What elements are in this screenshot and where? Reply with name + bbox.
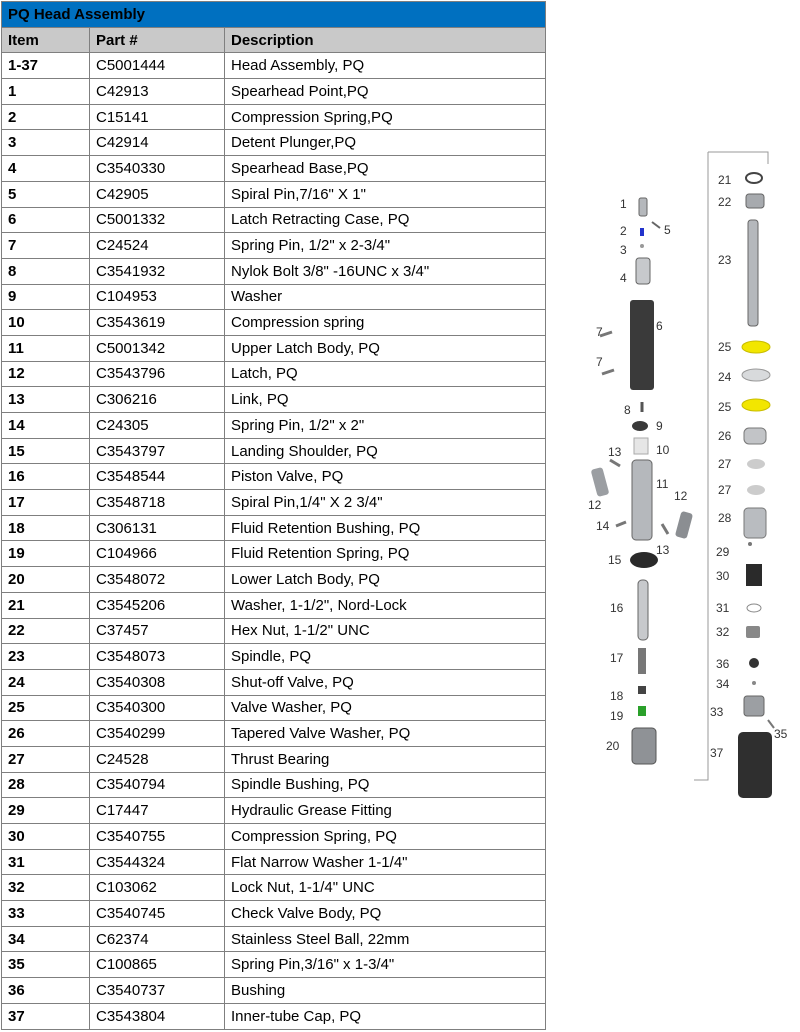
column-header-part: Part # [90,27,225,53]
diagram-callout-label: 20 [606,739,620,753]
diagram-callout-label: 5 [664,223,671,237]
description-cell: Check Valve Body, PQ [225,901,546,927]
spiral-pin-part [652,222,660,228]
diagram-callout-label: 26 [718,429,732,443]
diagram-callout-label: 29 [716,545,730,559]
part-number-cell: C3540745 [90,901,225,927]
lower-latch-body-part [632,728,656,764]
item-cell: 29 [2,798,90,824]
description-cell: Spring Pin, 1/2" x 2" [225,413,546,439]
compression-spring-coil-part [746,564,762,586]
diagram-callout-label: 6 [656,319,663,333]
table-row [2,515,546,541]
part-number-cell: C3543796 [90,361,225,387]
part-number-cell: C100865 [90,952,225,978]
lock-nut-part [746,626,760,638]
item-cell: 23 [2,644,90,670]
landing-shoulder-part [630,552,658,568]
table-row [2,361,546,387]
part-number-cell: C62374 [90,926,225,952]
diagram-callout-label: 15 [608,553,622,567]
part-number-cell: C3540299 [90,721,225,747]
description-cell: Shut-off Valve, PQ [225,669,546,695]
item-cell: 2 [2,104,90,130]
stainless-steel-ball-part [752,681,756,685]
spiral-pin-long-part [638,648,646,674]
table-row [2,695,546,721]
item-cell: 5 [2,181,90,207]
table-row [2,233,546,259]
part-number-cell: C3540755 [90,824,225,850]
part-number-cell: C37457 [90,618,225,644]
diagram-callout-label: 10 [656,443,670,457]
parts-table [1,1,546,1030]
item-cell: 1 [2,79,90,105]
table-row [2,772,546,798]
description-cell: Hydraulic Grease Fitting [225,798,546,824]
table-row [2,156,546,182]
item-cell: 26 [2,721,90,747]
tapered-valve-washer-part [744,428,766,444]
spring-pin-lower-part [602,370,614,374]
description-cell: Stainless Steel Ball, 22mm [225,926,546,952]
item-cell: 34 [2,926,90,952]
table-row [2,746,546,772]
column-header-item: Item [2,27,90,53]
valve-washer-lower-part [742,399,770,411]
diagram-callout-label: 25 [718,340,732,354]
diagram-callout-label: 16 [610,601,624,615]
part-number-cell: C5001444 [90,53,225,79]
hydraulic-grease-fitting-part [748,542,752,546]
part-number-cell: C3543804 [90,1003,225,1029]
part-number-cell: C24528 [90,746,225,772]
diagram-callout-label: 7 [596,355,603,369]
flat-narrow-washer-part [747,604,761,612]
description-cell: Spring Pin, 1/2" x 2-3/4" [225,233,546,259]
item-cell: 13 [2,387,90,413]
item-cell: 35 [2,952,90,978]
item-cell: 8 [2,258,90,284]
item-cell: 19 [2,541,90,567]
part-number-cell: C42905 [90,181,225,207]
table-row [2,104,546,130]
part-number-cell: C15141 [90,104,225,130]
detent-plunger-part [640,244,644,248]
diagram-callout-label: 25 [718,400,732,414]
item-cell: 6 [2,207,90,233]
part-number-cell: C17447 [90,798,225,824]
table-row [2,438,546,464]
diagram-callout-label: 32 [716,625,730,639]
latch-retracting-case-part [630,300,654,390]
description-cell: Lock Nut, 1-1/4" UNC [225,875,546,901]
table-row [2,79,546,105]
nord-lock-washer-part [746,173,762,183]
table-row [2,798,546,824]
piston-valve-part [638,580,648,640]
part-number-cell: C3540737 [90,978,225,1004]
thrust-bearing-lower-part [747,485,765,495]
description-cell: Washer, 1-1/2", Nord-Lock [225,592,546,618]
item-cell: 20 [2,567,90,593]
diagram-callout-label: 31 [716,601,730,615]
table-header-row [2,27,546,53]
item-cell: 7 [2,233,90,259]
description-cell: Detent Plunger,PQ [225,130,546,156]
part-number-cell: C3548718 [90,490,225,516]
table-row [2,130,546,156]
item-cell: 1-37 [2,53,90,79]
table-row [2,875,546,901]
spring-pin-short-part [616,522,626,526]
item-cell: 32 [2,875,90,901]
table-row [2,592,546,618]
item-cell: 25 [2,695,90,721]
description-cell: Thrust Bearing [225,746,546,772]
diagram-callout-label: 8 [624,403,631,417]
description-cell: Head Assembly, PQ [225,53,546,79]
diagram-callout-label: 12 [588,498,602,512]
part-number-cell: C3540308 [90,669,225,695]
spindle-part [748,220,758,326]
item-cell: 3 [2,130,90,156]
diagram-callout-label: 24 [718,370,732,384]
description-cell: Hex Nut, 1-1/2" UNC [225,618,546,644]
description-cell: Inner-tube Cap, PQ [225,1003,546,1029]
item-cell: 28 [2,772,90,798]
part-number-cell: C3540330 [90,156,225,182]
diagram-callout-label: 30 [716,569,730,583]
part-number-cell: C42914 [90,130,225,156]
description-cell: Compression Spring,PQ [225,104,546,130]
description-cell: Bushing [225,978,546,1004]
part-number-cell: C5001342 [90,335,225,361]
item-cell: 21 [2,592,90,618]
part-number-cell: C3540300 [90,695,225,721]
table-row [2,618,546,644]
fluid-retention-bushing-part [638,686,646,694]
table-row [2,901,546,927]
diagram-callout-label: 13 [656,543,670,557]
description-cell: Spindle Bushing, PQ [225,772,546,798]
diagram-callout-label: 14 [596,519,610,533]
spindle-bushing-part [744,508,766,538]
description-cell: Washer [225,284,546,310]
diagram-callout-label: 9 [656,419,663,433]
description-cell: Nylok Bolt 3/8" -16UNC x 3/4" [225,258,546,284]
table-row [2,207,546,233]
description-cell: Latch, PQ [225,361,546,387]
table-row [2,284,546,310]
item-cell: 16 [2,464,90,490]
latch-right-part [675,511,693,539]
description-cell: Compression Spring, PQ [225,824,546,850]
item-cell: 12 [2,361,90,387]
compression-spring-part [634,438,648,454]
description-cell: Flat Narrow Washer 1-1/4" [225,849,546,875]
item-cell: 17 [2,490,90,516]
table-row [2,669,546,695]
description-cell: Landing Shoulder, PQ [225,438,546,464]
item-cell: 4 [2,156,90,182]
part-number-cell: C3543619 [90,310,225,336]
spearhead-point-part [639,198,647,216]
table-row [2,952,546,978]
valve-washer-upper-part [742,341,770,353]
inner-tube-cap-part [738,732,772,798]
description-cell: Spiral Pin,7/16" X 1" [225,181,546,207]
diagram-callout-label: 33 [710,705,724,719]
diagram-callout-label: 17 [610,651,624,665]
diagram-callout-label: 36 [716,657,730,671]
table-row [2,541,546,567]
part-number-cell: C24524 [90,233,225,259]
diagram-callout-label: 19 [610,709,624,723]
diagram-callout-label: 11 [656,477,669,491]
bushing-part [749,658,759,668]
item-cell: 33 [2,901,90,927]
compression-spring-small-part [640,228,644,236]
table-row [2,335,546,361]
diagram-callout-label: 28 [718,511,732,525]
table-row [2,926,546,952]
table-row [2,181,546,207]
table-row [2,1003,546,1029]
item-cell: 18 [2,515,90,541]
diagram-callout-label: 2 [620,224,627,238]
part-number-cell: C306216 [90,387,225,413]
diagram-callout-label: 27 [718,483,732,497]
hex-nut-part [746,194,764,208]
part-number-cell: C3548073 [90,644,225,670]
exploded-parts-diagram [580,140,800,820]
description-cell: Spindle, PQ [225,644,546,670]
table-title: PQ Head Assembly [2,2,546,28]
table-row [2,849,546,875]
table-body [2,53,546,1029]
upper-latch-body-part [632,460,652,540]
description-cell: Valve Washer, PQ [225,695,546,721]
item-cell: 11 [2,335,90,361]
diagram-callout-label: 21 [718,173,732,187]
part-number-cell: C24305 [90,413,225,439]
item-cell: 37 [2,1003,90,1029]
item-cell: 24 [2,669,90,695]
diagram-callout-label: 7 [596,325,603,339]
table-row [2,464,546,490]
spearhead-base-part [636,258,650,284]
description-cell: Upper Latch Body, PQ [225,335,546,361]
table-row [2,53,546,79]
link-right-part [662,524,668,534]
part-number-cell: C3544324 [90,849,225,875]
part-number-cell: C3541932 [90,258,225,284]
description-cell: Tapered Valve Washer, PQ [225,721,546,747]
part-number-cell: C104953 [90,284,225,310]
description-cell: Latch Retracting Case, PQ [225,207,546,233]
diagram-callout-label: 27 [718,457,732,471]
part-number-cell: C306131 [90,515,225,541]
link-left-part [610,460,620,466]
diagram-callout-label: 18 [610,689,624,703]
description-cell: Compression spring [225,310,546,336]
item-cell: 30 [2,824,90,850]
latch-left-part [591,467,610,497]
description-cell: Link, PQ [225,387,546,413]
item-cell: 15 [2,438,90,464]
table-row [2,310,546,336]
description-cell: Spring Pin,3/16" x 1-3/4" [225,952,546,978]
part-number-cell: C103062 [90,875,225,901]
table-row [2,567,546,593]
check-valve-body-part [744,696,764,716]
diagram-callout-label: 4 [620,271,627,285]
item-cell: 10 [2,310,90,336]
item-cell: 31 [2,849,90,875]
diagram-callout-label: 13 [608,445,622,459]
diagram-callout-label: 23 [718,253,732,267]
part-number-cell: C104966 [90,541,225,567]
description-cell: Spearhead Point,PQ [225,79,546,105]
table-row [2,824,546,850]
table-row [2,258,546,284]
fluid-retention-spring-part [638,706,646,716]
description-cell: Piston Valve, PQ [225,464,546,490]
column-header-description: Description [225,27,546,53]
part-number-cell: C3543797 [90,438,225,464]
description-cell: Spiral Pin,1/4" X 2 3/4" [225,490,546,516]
washer-part [632,421,648,431]
thrust-bearing-upper-part [747,459,765,469]
table-title-row [2,2,546,28]
table-row [2,387,546,413]
table-row [2,490,546,516]
description-cell: Spearhead Base,PQ [225,156,546,182]
diagram-callout-label: 35 [774,727,788,741]
table-row [2,721,546,747]
item-cell: 22 [2,618,90,644]
table-row [2,978,546,1004]
diagram-callout-label: 3 [620,243,627,257]
item-cell: 9 [2,284,90,310]
diagram-callout-label: 12 [674,489,688,503]
part-number-cell: C5001332 [90,207,225,233]
part-number-cell: C3548072 [90,567,225,593]
description-cell: Lower Latch Body, PQ [225,567,546,593]
diagram-callout-label: 37 [710,746,724,760]
part-number-cell: C42913 [90,79,225,105]
table-row [2,413,546,439]
diagram-callout-label: 1 [620,197,627,211]
diagram-callout-label: 22 [718,195,732,209]
item-cell: 36 [2,978,90,1004]
item-cell: 14 [2,413,90,439]
part-number-cell: C3548544 [90,464,225,490]
item-cell: 27 [2,746,90,772]
table-row [2,644,546,670]
part-number-cell: C3545206 [90,592,225,618]
description-cell: Fluid Retention Spring, PQ [225,541,546,567]
diagram-callout-label: 34 [716,677,730,691]
part-number-cell: C3540794 [90,772,225,798]
shut-off-valve-part [742,369,770,381]
description-cell: Fluid Retention Bushing, PQ [225,515,546,541]
